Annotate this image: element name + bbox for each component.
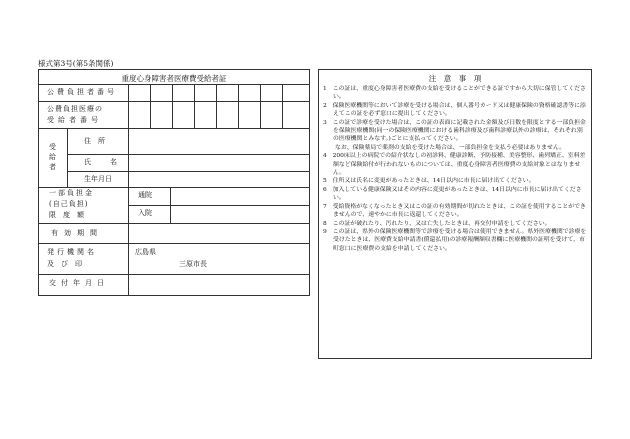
divider — [39, 243, 309, 244]
number-cell — [216, 84, 217, 128]
note-item: 8 この証が破れたり、汚れたり、又は亡失したときは、再交付申請をしてください。 — [323, 220, 551, 227]
divider — [67, 171, 309, 172]
divider — [67, 128, 68, 187]
divider — [128, 187, 129, 223]
birth-label: 生年月日 — [84, 175, 112, 183]
divider — [128, 84, 129, 128]
number-cell — [238, 84, 239, 128]
note-item: 1 この証は、重度心身障害者医療費の支給を受けることができる証ですから大切に保管してください。 — [323, 86, 586, 101]
number-cell — [260, 84, 261, 128]
note-item: 6 加入している健康保険又はその内容に変更があったときは、14日以内に市長に届け出てください。 — [323, 186, 582, 202]
form-number: 様式第3号(第5条関係) — [38, 59, 114, 68]
number-cell — [150, 84, 151, 128]
number-cell — [282, 84, 283, 128]
copay-label: 一部負担金 — [49, 189, 94, 197]
notes-panel — [318, 69, 592, 359]
divider — [39, 84, 309, 85]
divider — [39, 223, 309, 224]
outpatient-label: 通院 — [138, 191, 152, 199]
issuer-label: 発行機関名 — [47, 248, 97, 256]
address-label: 住 所 — [84, 137, 105, 145]
divider — [128, 223, 129, 296]
number-cell — [194, 84, 195, 128]
divider — [67, 154, 309, 155]
divider — [39, 274, 309, 275]
note-item: なお、保険薬局で薬剤の支給を受けた場合は、一部負担金を支払う必要はありません。 — [335, 144, 566, 151]
note-item: 3 この証で診療を受けた場合は、この証の表面に記載された金額及び日数を限度とする一部負担金を保険医療機関(同一の保険医療機関における歯科診療及び歯科診療以外の診療は、それぞれ別の医療機関とみなす。)ごとに支払ってください。 — [323, 119, 586, 143]
recipient-label: 受給者 — [49, 143, 56, 171]
copay-label: 限 度 額 — [49, 211, 84, 219]
name-label: 氏 名 — [84, 158, 123, 166]
valid-period-label: 有効期間 — [51, 229, 103, 237]
note-item: 9 この証は、県外の保険医療機関等で診療を受ける場合は使用できません。県外医療機関で診療を受けたときは、医療費支給申請書(償還払用)の診療報酬額収書欄に医療機関の証明を受けて、市町窓口に医療費の支給を申請してください。 — [323, 228, 587, 252]
copay-label: (自己負担) — [49, 200, 89, 208]
divider — [39, 101, 309, 102]
note-item: 4 200床以上の病院での紹介状なしの初診料、健康診断、予防接種、美容整形、歯列矯正、室料差額など保険給付が行われないものについては、重度心身障害者医療費の支給対象とはなりません。 — [323, 153, 586, 177]
issue-date-label: 交付年月日 — [49, 279, 109, 287]
inpatient-label: 入院 — [138, 209, 152, 217]
issuer-mayor: 三原市長 — [179, 260, 207, 268]
divider — [128, 128, 129, 187]
issuer-prefecture: 広島県 — [135, 248, 156, 256]
note-item: 5 住所又は氏名に変更があったときは、14日以内に市長に届け出てください。 — [323, 178, 535, 185]
recipient-number-label: 受給者番号 — [47, 116, 102, 124]
certificate-title: 重度心身障害者医療費受給者証 — [121, 74, 227, 83]
note-item: 2 保険医療機関等において診療を受ける場合は、個人番号カード又は健康保険の資格確認書等に添えてこの証を必ず窓口に提出してください。 — [323, 102, 586, 118]
notes-list — [323, 85, 587, 253]
note-item: 7 受給資格がなくなったとき又はこの証の有効期間が切れたときは、この証を使用することができませんので、速やかに市長に返還してください。 — [323, 203, 586, 219]
divider — [170, 187, 171, 223]
notes-title: 注 意 事 項 — [428, 74, 482, 83]
divider — [128, 205, 309, 206]
issuer-label: 及 び 印 — [47, 260, 82, 268]
divider — [39, 128, 309, 129]
certificate-form — [38, 69, 310, 296]
number-cell — [172, 84, 173, 128]
divider — [39, 187, 309, 188]
medical-payer-label: 公費負担医療の — [47, 105, 103, 113]
payer-number-label: 公費負担者番号 — [47, 88, 117, 96]
